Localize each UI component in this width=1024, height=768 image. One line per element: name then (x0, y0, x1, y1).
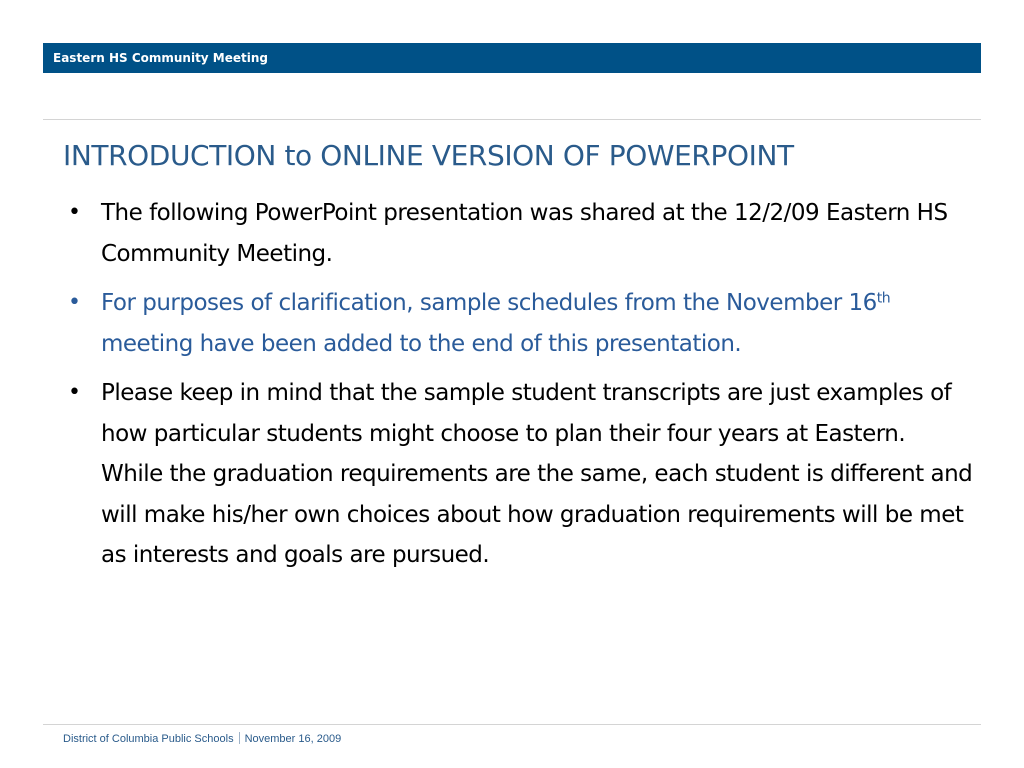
bullet-marker: • (68, 380, 81, 405)
bullet-item-presentation-shared (63, 193, 973, 274)
bullet-marker: • (68, 290, 81, 315)
header-title: Eastern HS Community Meeting (53, 51, 269, 65)
ordinal-superscript: th (876, 290, 891, 307)
bullet-text: The following PowerPoint presentation was shared at the 12/2/09 Eastern HS Community Meeting. (101, 200, 948, 267)
bullet-text-after: meeting have been added to the end of this presentation. (101, 330, 742, 357)
footer-date: November 16, 2009 (244, 733, 342, 745)
bullet-item-transcripts-note (63, 373, 973, 576)
bullet-text-before: For purposes of clarification, sample schedules from the November 16 (101, 290, 877, 316)
footer (63, 732, 341, 745)
footer-separator (239, 732, 240, 744)
bullet-marker: • (68, 200, 81, 225)
top-divider (43, 119, 981, 120)
bottom-divider (43, 724, 981, 725)
bullet-item-clarification (63, 283, 973, 364)
footer-organization: District of Columbia Public Schools (63, 733, 234, 745)
header-bar (43, 43, 981, 73)
bullet-list (63, 193, 973, 585)
slide-title: INTRODUCTION to ONLINE VERSION OF POWERPOINT (63, 139, 794, 172)
bullet-text: Please keep in mind that the sample student transcripts are just examples of how particular students might choose to plan their four years at Eastern. While the graduation requirements are the same, each student is different and will make his/her own choices about how graduation requirements will be met as interests and goals are pursued. (101, 380, 973, 568)
